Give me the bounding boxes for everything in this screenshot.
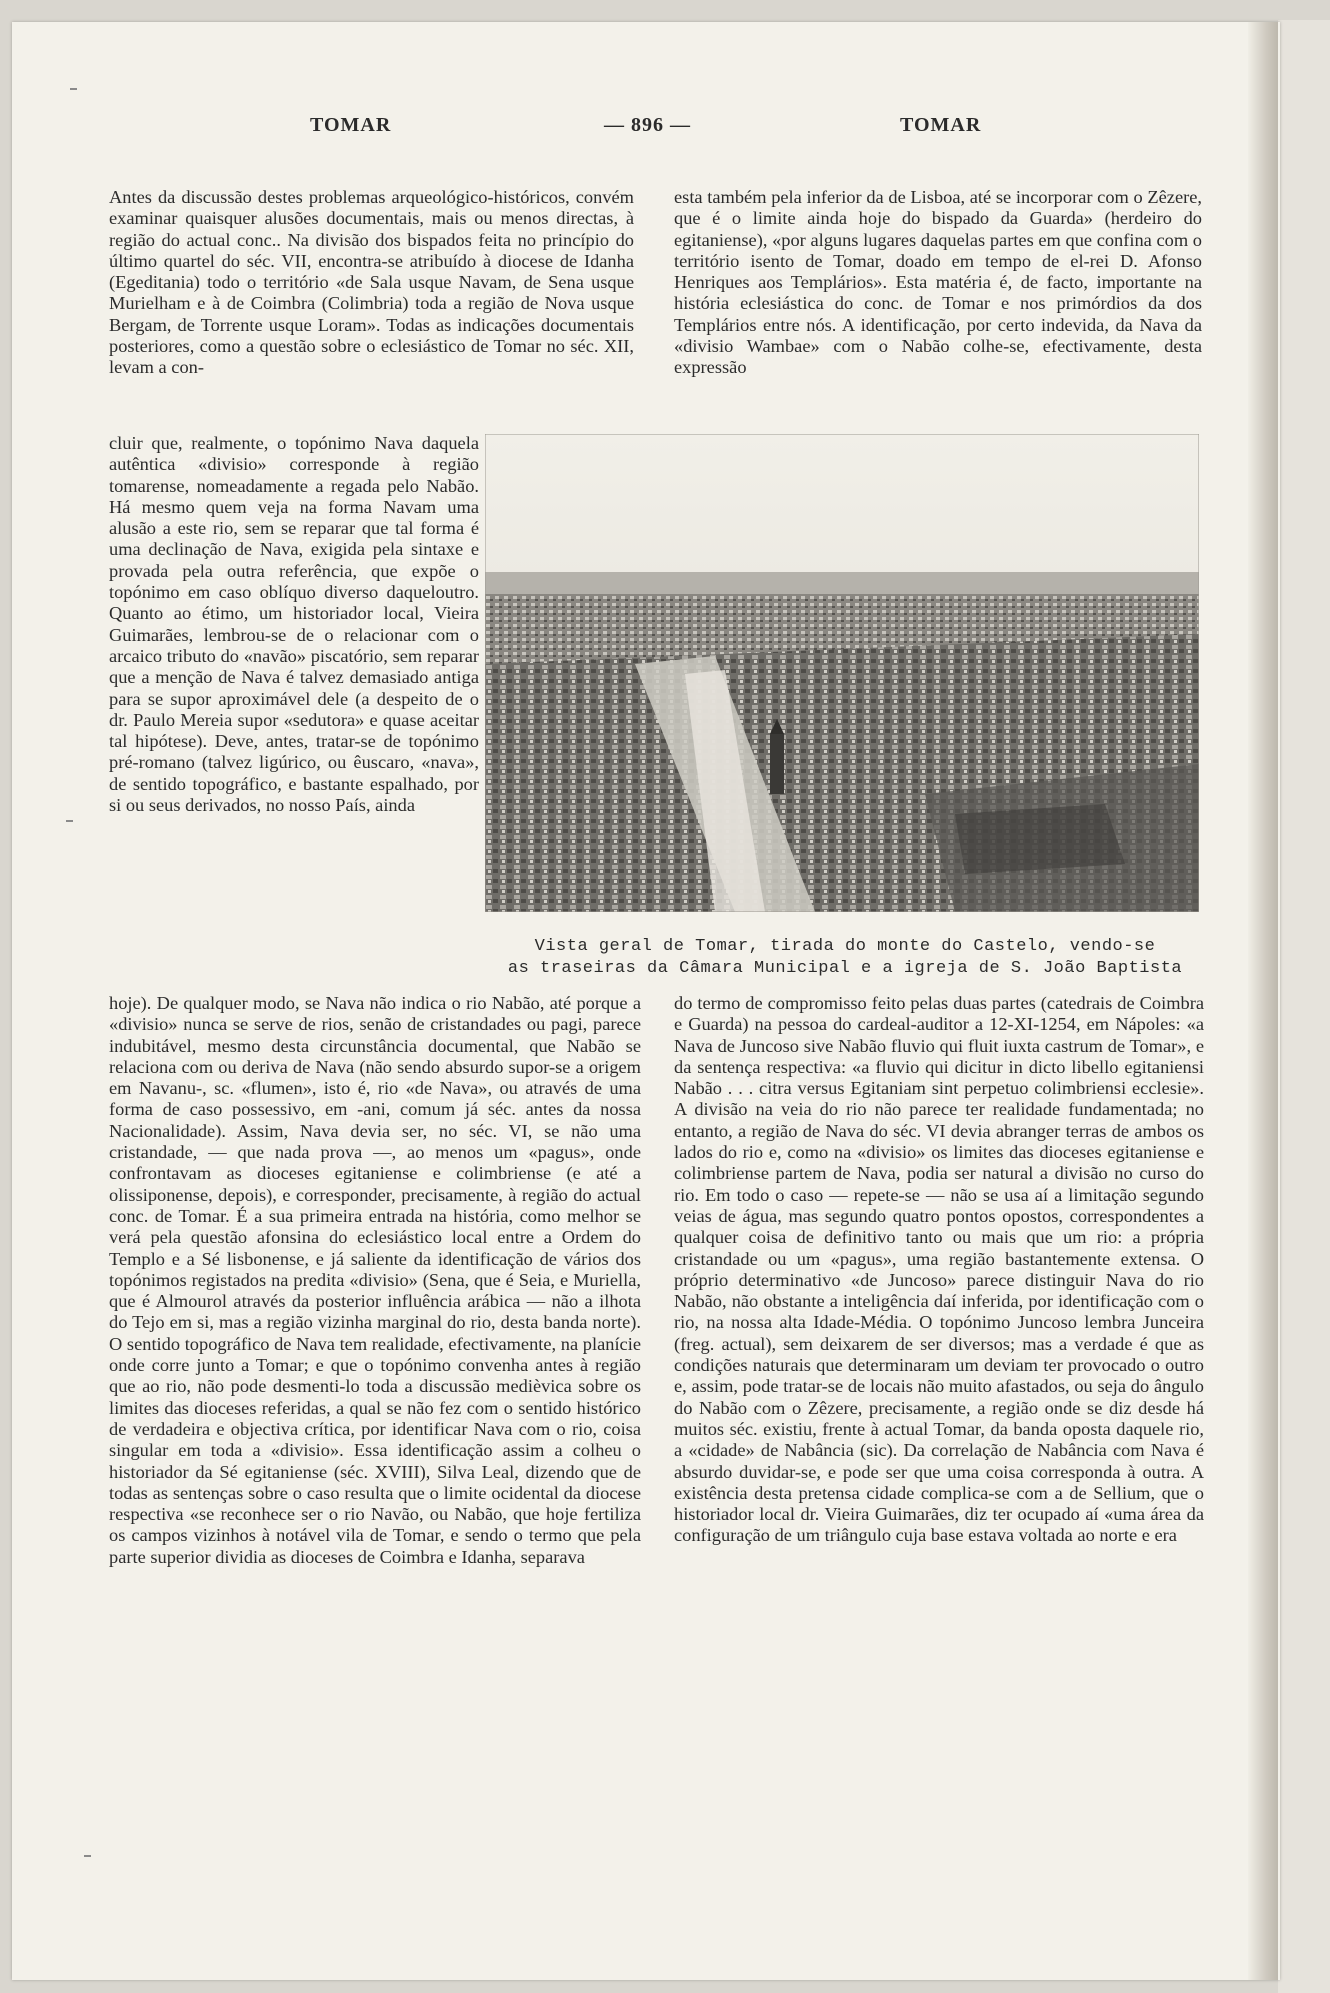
paragraph: hoje). De qualquer modo, se Nava não indica o rio Nabão, até porque a «divisio» nunca se serve de rios, senão de cristandades ou pagi, parece indubitável, mesmo desta circunstância documental, que Nabão se relaciona com ou deriva de Nava (não sendo absurdo supor-se a origem em Navanu-, sc. «flumen», isto é, rio «de Nava», ou através de uma forma de caso possessivo, em -ani, comum já séc. antes da nossa Nacionalidade). Assim, Nava devia ser, no séc. VI, se não uma cristandade, — que nada prova —, ao menos um «pagus», onde confrontavam as dioceses egitaniense e colimbriense (e até a olissiponense, depois), e corresponder, precisamente, à região do actual conc. de Tomar. É a sua primeira entrada na história, como melhor se verá pela questão afonsina do eclesiástico local entre a Ordem do Templo e a Sé lisbonense, e já saliente da identificação de vários dos topónimos registados na predita «divisio» (Sena, que é Seia, e Muriella, que é Almourol através da posterior influência arábica — não a ilhota do Tejo em si, mas a região vizinha marginal do rio, desta banda norte). O sentido topográfico de Nava tem realidade, efectivamente, na planície onde corre junto a Tomar; e que o topónimo convenha antes à região que ao rio, não pode desmenti-lo toda a discussão medièvica sobre os limites das dioceses referidas, a qual se não fez com o sentido histórico de verdadeira e objectiva crítica, por identificar Nava com o rio, coisa singular em toda a «divisio». Essa identificação assim a colheu o historiador da Sé egitaniense (séc. XVIII), Silva Leal, dizendo que de todas as sentenças sobre o caso resulta que o limite ocidental da diocese respectiva «se reconhece ser o rio Navão, ou Nabão, que hoje fertiliza os campos vizinhos à notável vila de Tomar, e sendo o termo que pela parte superior dividia as dioceses de Coimbra e Idanha, separava [109,993,641,1567]
paragraph: cluir que, realmente, o topónimo Nava daquela autêntica «divisio» corresponde à região tomarense, nomeadamente a regada pelo Nabão. Há mesmo quem veja na forma Navam uma alusão a este rio, sem se reparar que tal forma é uma declinação de Nava, exigida pela sintaxe e provada pela outra referência, que expõe o topónimo em caso oblíquo diverso daqueloutro. Quanto ao étimo, um historiador local, Vieira Guimarães, lembrou-se de o relacionar com o arcaico tributo do «navão» piscatório, sem reparar que a menção de Nava é talvez demasiado antiga para se supor aproximável dele (a despeito de o dr. Paulo Mereia supor «sedutora» e quase aceitar tal hipótese). Deve, antes, tratar-se de topónimo pré-romano (talvez ligúrico, ou êuscaro, «nava», de sentido topográfico, e bastante espalhado, por si ou seus derivados, no nosso País, ainda [109,433,479,816]
caption-line: as traseiras da Câmara Municipal e a igreja de S. João Baptista [507,959,1183,978]
scan-speck [84,1855,91,1857]
text-column-right-top [674,187,1202,379]
scan-speck [70,88,77,90]
tomar-town-photo [485,434,1199,912]
scan-background [1278,20,1330,1993]
text-column-right-bottom [674,993,1204,1547]
scan-speck [66,820,73,822]
paragraph: esta também pela inferior da de Lisboa, até se incorporar com o Zêzere, que é o limite ainda hoje do bispado da Guarda» (herdeiro do egitaniense), «por alguns lugares daquelas partes em que confina com o território isento de Tomar, doado em tempo de el-rei D. Afonso Henriques aos Templários». Esta matéria é, de facto, importante na história eclesiástica do conc. de Tomar e nos primórdios da dos Templários entre nós. A identificação, por certo indevida, da Nava da «divisio Wambae» com o Nabão colhe-se, efectivamente, desta expressão [674,187,1202,378]
running-head-right: TOMAR [900,114,982,136]
paragraph: Antes da discussão destes problemas arqueológico-históricos, convém examinar quaisquer alusões documentais, mais ou menos directas, à região do actual conc.. Na divisão dos bispados feita no princípio do último quartel do séc. VII, encontra-se atribuído à diocese de Idanha (Egeditania) todo o território «de Sala usque Navam, de Sena usque Murielham e à de Coimbra (Colimbria) toda a região de Nova usque Bergam, de Torrente usque Loram». Todas as indicações documentais posteriores, como a questão sobre o eclesiástico de Tomar no séc. XII, levam a con- [109,187,634,378]
page-edge [1248,22,1278,1980]
text-column-left-bottom [109,993,641,1568]
photo-caption [490,936,1200,980]
running-head-left: TOMAR [310,114,392,136]
paragraph: do termo de compromisso feito pelas duas partes (catedrais de Coimbra e Guarda) na pessoa do cardeal-auditor a 12-XI-1254, em Nápoles: «a Nava de Juncoso sive Nabão fluvio qui fluit iuxta castrum de Tomar», e da sentença respectiva: «a fluvio qui dicitur in dicto libello egitaniensi Nabão . . . citra versus Egitaniam sint perpetuo colimbriensi ecclesie». A divisão na veia do rio não parece ter realidade fundamentada; no entanto, a região de Nava do séc. VI devia abranger terras de ambos os lados do rio e, como na «divisio» os limites das dioceses egitaniense e colimbriense partem de Nava, podia ser natural a divisão no curso do rio. Em todo o caso — repete-se — não se usa aí a limitação segundo veias de água, mas segundo quatro pontos opostos, correspondentes a qualquer coisa de definitivo tanto ou mais que um rio: a própria cristandade ou um «pagus», uma região bastantemente extensa. O próprio determinativo «de Juncoso» parece distinguir Nava do rio Nabão, não obstante a inteligência daí inferida, por identificação com o rio, na nossa alta Idade-Média. O topónimo Juncoso lembra Junceira (freg. actual), sem deixarem de ser diversos; mas a verdade é que as condições naturais que determinaram um deviam ter provocado o outro e, assim, pode tratar-se de locais não muito afastados, ou seja do ângulo do Nabão com o Zêzere, precisamente, a região onde se diz desde há muitos séc. existiu, frente à actual Tomar, da banda oposta daquele rio, a «cidade» de Nabância (sic). Da correlação de Nabância com Nava é absurdo duvidar-se, e pode ser que uma coisa corresponda à outra. A existência desta pretensa cidade complica-se com a de Sellium, que o historiador local dr. Vieira Guimarães, diz ter ocupado aí «uma área da configuração de um triângulo cuja base estava voltada ao norte e era [674,993,1204,1546]
text-column-left-top [109,187,634,379]
page-number: — 896 — [604,114,691,136]
caption-line: Vista geral de Tomar, tirada do monte do Castelo, vendo-se [534,937,1156,956]
text-column-left-wrap [109,433,479,816]
